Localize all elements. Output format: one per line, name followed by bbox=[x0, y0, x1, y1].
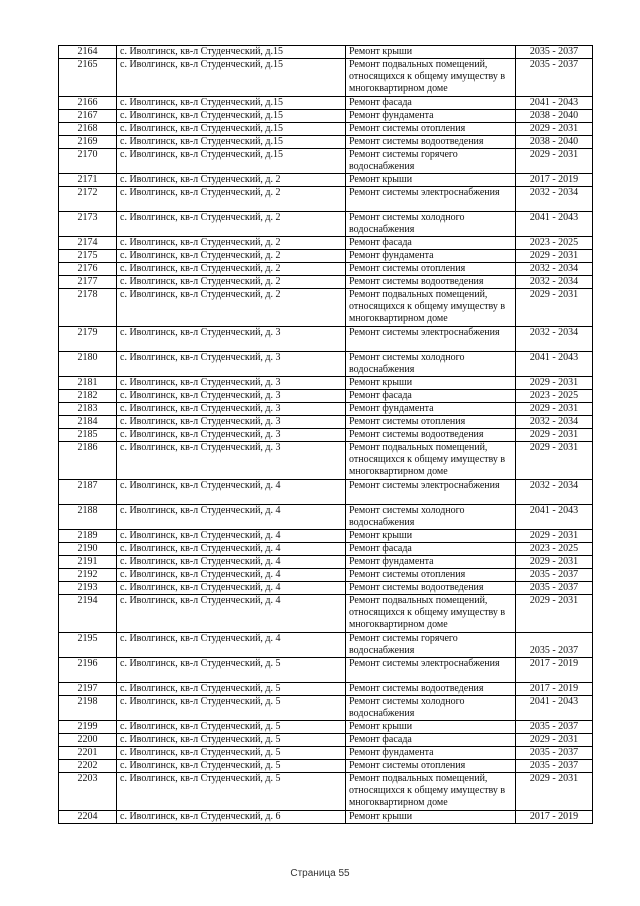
work-type-cell: Ремонт фундамента bbox=[346, 110, 516, 123]
row-number: 2203 bbox=[59, 773, 117, 811]
row-number: 2204 bbox=[59, 811, 117, 824]
row-number: 2186 bbox=[59, 442, 117, 480]
period-cell: 2029 - 2031 bbox=[516, 289, 593, 327]
row-number: 2164 bbox=[59, 46, 117, 59]
work-type-cell: Ремонт системы горячего водоснабжения bbox=[346, 149, 516, 174]
period-cell: 2017 - 2019 bbox=[516, 811, 593, 824]
page-number: Страница 55 bbox=[290, 868, 350, 879]
work-type-cell: Ремонт крыши bbox=[346, 811, 516, 824]
work-type-cell: Ремонт системы отопления bbox=[346, 123, 516, 136]
row-number: 2189 bbox=[59, 530, 117, 543]
table-row bbox=[59, 174, 593, 187]
period-cell: 2032 - 2034 bbox=[516, 263, 593, 276]
row-number: 2185 bbox=[59, 429, 117, 442]
table-row bbox=[59, 773, 593, 811]
table-row bbox=[59, 658, 593, 683]
table-row bbox=[59, 46, 593, 59]
address-cell: с. Иволгинск, кв-л Студенческий, д. 2 bbox=[117, 174, 346, 187]
period-cell: 2035 - 2037 bbox=[516, 46, 593, 59]
row-number: 2178 bbox=[59, 289, 117, 327]
table-row bbox=[59, 734, 593, 747]
table-row bbox=[59, 250, 593, 263]
period-cell: 2038 - 2040 bbox=[516, 110, 593, 123]
work-type-cell: Ремонт фасада bbox=[346, 543, 516, 556]
period-cell: 2017 - 2019 bbox=[516, 658, 593, 683]
address-cell: с. Иволгинск, кв-л Студенческий, д. 5 bbox=[117, 747, 346, 760]
work-type-cell: Ремонт системы отопления bbox=[346, 760, 516, 773]
address-cell: с. Иволгинск, кв-л Студенческий, д. 4 bbox=[117, 633, 346, 658]
period-cell: 2035 - 2037 bbox=[516, 760, 593, 773]
row-number: 2195 bbox=[59, 633, 117, 658]
work-type-cell: Ремонт системы водоотведения bbox=[346, 582, 516, 595]
address-cell: с. Иволгинск, кв-л Студенческий, д.15 bbox=[117, 149, 346, 174]
period-cell: 2029 - 2031 bbox=[516, 403, 593, 416]
table-row bbox=[59, 237, 593, 250]
row-number: 2181 bbox=[59, 377, 117, 390]
row-number: 2166 bbox=[59, 97, 117, 110]
work-type-cell: Ремонт системы водоотведения bbox=[346, 136, 516, 149]
work-type-cell: Ремонт фундамента bbox=[346, 250, 516, 263]
row-number: 2197 bbox=[59, 683, 117, 696]
row-number: 2179 bbox=[59, 327, 117, 352]
work-type-cell: Ремонт системы водоотведения bbox=[346, 683, 516, 696]
work-type-cell: Ремонт системы электроснабжения bbox=[346, 658, 516, 683]
address-cell: с. Иволгинск, кв-л Студенческий, д. 2 bbox=[117, 237, 346, 250]
period-cell: 2029 - 2031 bbox=[516, 556, 593, 569]
work-type-cell: Ремонт системы холодного водоснабжения bbox=[346, 505, 516, 530]
address-cell: с. Иволгинск, кв-л Студенческий, д. 4 bbox=[117, 582, 346, 595]
work-type-cell: Ремонт фасада bbox=[346, 237, 516, 250]
work-type-cell: Ремонт системы водоотведения bbox=[346, 429, 516, 442]
period-cell: 2032 - 2034 bbox=[516, 276, 593, 289]
period-cell: 2029 - 2031 bbox=[516, 442, 593, 480]
table-row bbox=[59, 556, 593, 569]
address-cell: с. Иволгинск, кв-л Студенческий, д. 3 bbox=[117, 327, 346, 352]
period-cell: 2041 - 2043 bbox=[516, 505, 593, 530]
row-number: 2174 bbox=[59, 237, 117, 250]
work-type-cell: Ремонт системы электроснабжения bbox=[346, 187, 516, 212]
address-cell: с. Иволгинск, кв-л Студенческий, д.15 bbox=[117, 110, 346, 123]
period-cell: 2035 - 2037 bbox=[516, 721, 593, 734]
row-number: 2196 bbox=[59, 658, 117, 683]
table-row bbox=[59, 390, 593, 403]
row-number: 2167 bbox=[59, 110, 117, 123]
address-cell: с. Иволгинск, кв-л Студенческий, д. 3 bbox=[117, 442, 346, 480]
table-row bbox=[59, 442, 593, 480]
work-type-cell: Ремонт подвальных помещений, относящихся к общему имуществу в многоквартирном доме bbox=[346, 773, 516, 811]
table-body bbox=[59, 46, 593, 824]
address-cell: с. Иволгинск, кв-л Студенческий, д. 3 bbox=[117, 352, 346, 377]
address-cell: с. Иволгинск, кв-л Студенческий, д.15 bbox=[117, 46, 346, 59]
address-cell: с. Иволгинск, кв-л Студенческий, д. 4 bbox=[117, 480, 346, 505]
address-cell: с. Иволгинск, кв-л Студенческий, д. 4 bbox=[117, 595, 346, 633]
address-cell: с. Иволгинск, кв-л Студенческий, д. 4 bbox=[117, 556, 346, 569]
period-cell: 2041 - 2043 bbox=[516, 696, 593, 721]
row-number: 2198 bbox=[59, 696, 117, 721]
row-number: 2177 bbox=[59, 276, 117, 289]
work-type-cell: Ремонт системы отопления bbox=[346, 263, 516, 276]
row-number: 2200 bbox=[59, 734, 117, 747]
row-number: 2171 bbox=[59, 174, 117, 187]
period-cell: 2041 - 2043 bbox=[516, 212, 593, 237]
address-cell: с. Иволгинск, кв-л Студенческий, д. 4 bbox=[117, 530, 346, 543]
address-cell: с. Иволгинск, кв-л Студенческий, д.15 bbox=[117, 136, 346, 149]
work-type-cell: Ремонт системы холодного водоснабжения bbox=[346, 352, 516, 377]
table-row bbox=[59, 429, 593, 442]
table-row bbox=[59, 212, 593, 237]
address-cell: с. Иволгинск, кв-л Студенческий, д. 2 bbox=[117, 250, 346, 263]
work-type-cell: Ремонт системы водоотведения bbox=[346, 276, 516, 289]
table-row bbox=[59, 721, 593, 734]
row-number: 2184 bbox=[59, 416, 117, 429]
address-cell: с. Иволгинск, кв-л Студенческий, д. 6 bbox=[117, 811, 346, 824]
period-cell: 2041 - 2043 bbox=[516, 352, 593, 377]
work-type-cell: Ремонт подвальных помещений, относящихся к общему имуществу в многоквартирном доме bbox=[346, 595, 516, 633]
period-cell: 2032 - 2034 bbox=[516, 187, 593, 212]
table-row bbox=[59, 149, 593, 174]
table-row bbox=[59, 530, 593, 543]
period-cell: 2023 - 2025 bbox=[516, 543, 593, 556]
address-cell: с. Иволгинск, кв-л Студенческий, д. 5 bbox=[117, 658, 346, 683]
address-cell: с. Иволгинск, кв-л Студенческий, д. 4 bbox=[117, 505, 346, 530]
row-number: 2182 bbox=[59, 390, 117, 403]
work-type-cell: Ремонт системы горячего водоснабжения bbox=[346, 633, 516, 658]
work-type-cell: Ремонт системы холодного водоснабжения bbox=[346, 696, 516, 721]
address-cell: с. Иволгинск, кв-л Студенческий, д. 3 bbox=[117, 429, 346, 442]
row-number: 2187 bbox=[59, 480, 117, 505]
address-cell: с. Иволгинск, кв-л Студенческий, д. 3 bbox=[117, 377, 346, 390]
table-row bbox=[59, 377, 593, 390]
address-cell: с. Иволгинск, кв-л Студенческий, д. 5 bbox=[117, 773, 346, 811]
table-row bbox=[59, 97, 593, 110]
address-cell: с. Иволгинск, кв-л Студенческий, д. 5 bbox=[117, 734, 346, 747]
table-row bbox=[59, 352, 593, 377]
address-cell: с. Иволгинск, кв-л Студенческий, д.15 bbox=[117, 123, 346, 136]
address-cell: с. Иволгинск, кв-л Студенческий, д. 2 bbox=[117, 289, 346, 327]
table-row bbox=[59, 595, 593, 633]
period-cell: 2023 - 2025 bbox=[516, 237, 593, 250]
period-cell: 2029 - 2031 bbox=[516, 123, 593, 136]
address-cell: с. Иволгинск, кв-л Студенческий, д. 2 bbox=[117, 276, 346, 289]
work-type-cell: Ремонт крыши bbox=[346, 377, 516, 390]
row-number: 2183 bbox=[59, 403, 117, 416]
work-type-cell: Ремонт фундамента bbox=[346, 556, 516, 569]
table-row bbox=[59, 480, 593, 505]
address-cell: с. Иволгинск, кв-л Студенческий, д. 3 bbox=[117, 416, 346, 429]
row-number: 2191 bbox=[59, 556, 117, 569]
table-row bbox=[59, 505, 593, 530]
period-cell: 2032 - 2034 bbox=[516, 416, 593, 429]
table-row bbox=[59, 633, 593, 658]
period-cell: 2029 - 2031 bbox=[516, 773, 593, 811]
work-type-cell: Ремонт подвальных помещений, относящихся к общему имуществу в многоквартирном доме bbox=[346, 442, 516, 480]
address-cell: с. Иволгинск, кв-л Студенческий, д. 4 bbox=[117, 543, 346, 556]
period-cell: 2035 - 2037 bbox=[516, 747, 593, 760]
row-number: 2201 bbox=[59, 747, 117, 760]
work-type-cell: Ремонт системы отопления bbox=[346, 569, 516, 582]
row-number: 2202 bbox=[59, 760, 117, 773]
row-number: 2176 bbox=[59, 263, 117, 276]
table-row bbox=[59, 696, 593, 721]
period-cell: 2029 - 2031 bbox=[516, 595, 593, 633]
table-row bbox=[59, 582, 593, 595]
work-type-cell: Ремонт крыши bbox=[346, 530, 516, 543]
address-cell: с. Иволгинск, кв-л Студенческий, д. 5 bbox=[117, 760, 346, 773]
address-cell: с. Иволгинск, кв-л Студенческий, д. 4 bbox=[117, 569, 346, 582]
work-type-cell: Ремонт фундамента bbox=[346, 747, 516, 760]
work-type-cell: Ремонт подвальных помещений, относящихся к общему имуществу в многоквартирном доме bbox=[346, 289, 516, 327]
row-number: 2199 bbox=[59, 721, 117, 734]
row-number: 2168 bbox=[59, 123, 117, 136]
work-type-cell: Ремонт фундамента bbox=[346, 403, 516, 416]
work-type-cell: Ремонт системы холодного водоснабжения bbox=[346, 212, 516, 237]
table-row bbox=[59, 403, 593, 416]
period-cell: 2035 - 2037 bbox=[516, 59, 593, 97]
work-type-cell: Ремонт системы отопления bbox=[346, 416, 516, 429]
period-cell: 2032 - 2034 bbox=[516, 327, 593, 352]
table-row bbox=[59, 123, 593, 136]
row-number: 2188 bbox=[59, 505, 117, 530]
work-type-cell: Ремонт системы электроснабжения bbox=[346, 480, 516, 505]
work-type-cell: Ремонт крыши bbox=[346, 46, 516, 59]
row-number: 2165 bbox=[59, 59, 117, 97]
table-row bbox=[59, 136, 593, 149]
table-row bbox=[59, 760, 593, 773]
table-row bbox=[59, 543, 593, 556]
table-row bbox=[59, 276, 593, 289]
work-type-cell: Ремонт системы электроснабжения bbox=[346, 327, 516, 352]
work-type-cell: Ремонт крыши bbox=[346, 721, 516, 734]
period-cell: 2029 - 2031 bbox=[516, 377, 593, 390]
period-cell: 2041 - 2043 bbox=[516, 97, 593, 110]
address-cell: с. Иволгинск, кв-л Студенческий, д. 5 bbox=[117, 683, 346, 696]
table-row bbox=[59, 811, 593, 824]
row-number: 2169 bbox=[59, 136, 117, 149]
address-cell: с. Иволгинск, кв-л Студенческий, д. 2 bbox=[117, 187, 346, 212]
table-row bbox=[59, 569, 593, 582]
address-cell: с. Иволгинск, кв-л Студенческий, д. 2 bbox=[117, 263, 346, 276]
address-cell: с. Иволгинск, кв-л Студенческий, д.15 bbox=[117, 59, 346, 97]
table-row bbox=[59, 416, 593, 429]
address-cell: с. Иволгинск, кв-л Студенческий, д. 2 bbox=[117, 212, 346, 237]
table-row bbox=[59, 263, 593, 276]
period-cell: 2035 - 2037 bbox=[516, 569, 593, 582]
table-row bbox=[59, 747, 593, 760]
repair-schedule-table bbox=[58, 45, 593, 824]
address-cell: с. Иволгинск, кв-л Студенческий, д. 5 bbox=[117, 721, 346, 734]
table-row bbox=[59, 327, 593, 352]
work-type-cell: Ремонт фасада bbox=[346, 97, 516, 110]
table-row bbox=[59, 59, 593, 97]
period-cell: 2029 - 2031 bbox=[516, 530, 593, 543]
period-cell: 2029 - 2031 bbox=[516, 149, 593, 174]
work-type-cell: Ремонт фасада bbox=[346, 734, 516, 747]
period-cell: 2029 - 2031 bbox=[516, 250, 593, 263]
address-cell: с. Иволгинск, кв-л Студенческий, д.15 bbox=[117, 97, 346, 110]
table-row bbox=[59, 289, 593, 327]
work-type-cell: Ремонт фасада bbox=[346, 390, 516, 403]
row-number: 2193 bbox=[59, 582, 117, 595]
period-cell: 2029 - 2031 bbox=[516, 734, 593, 747]
row-number: 2170 bbox=[59, 149, 117, 174]
table-row bbox=[59, 187, 593, 212]
period-cell: 2023 - 2025 bbox=[516, 390, 593, 403]
row-number: 2192 bbox=[59, 569, 117, 582]
period-cell: 2017 - 2019 bbox=[516, 174, 593, 187]
period-cell: 2029 - 2031 bbox=[516, 429, 593, 442]
table-row bbox=[59, 110, 593, 123]
address-cell: с. Иволгинск, кв-л Студенческий, д. 5 bbox=[117, 696, 346, 721]
period-cell: 2035 - 2037 bbox=[516, 582, 593, 595]
row-number: 2180 bbox=[59, 352, 117, 377]
work-type-cell: Ремонт крыши bbox=[346, 174, 516, 187]
row-number: 2194 bbox=[59, 595, 117, 633]
table-row bbox=[59, 683, 593, 696]
period-cell: 2035 - 2037 bbox=[516, 633, 593, 658]
row-number: 2173 bbox=[59, 212, 117, 237]
work-type-cell: Ремонт подвальных помещений, относящихся к общему имуществу в многоквартирном доме bbox=[346, 59, 516, 97]
address-cell: с. Иволгинск, кв-л Студенческий, д. 3 bbox=[117, 390, 346, 403]
period-cell: 2017 - 2019 bbox=[516, 683, 593, 696]
row-number: 2190 bbox=[59, 543, 117, 556]
row-number: 2175 bbox=[59, 250, 117, 263]
row-number: 2172 bbox=[59, 187, 117, 212]
period-cell: 2032 - 2034 bbox=[516, 480, 593, 505]
period-cell: 2038 - 2040 bbox=[516, 136, 593, 149]
address-cell: с. Иволгинск, кв-л Студенческий, д. 3 bbox=[117, 403, 346, 416]
